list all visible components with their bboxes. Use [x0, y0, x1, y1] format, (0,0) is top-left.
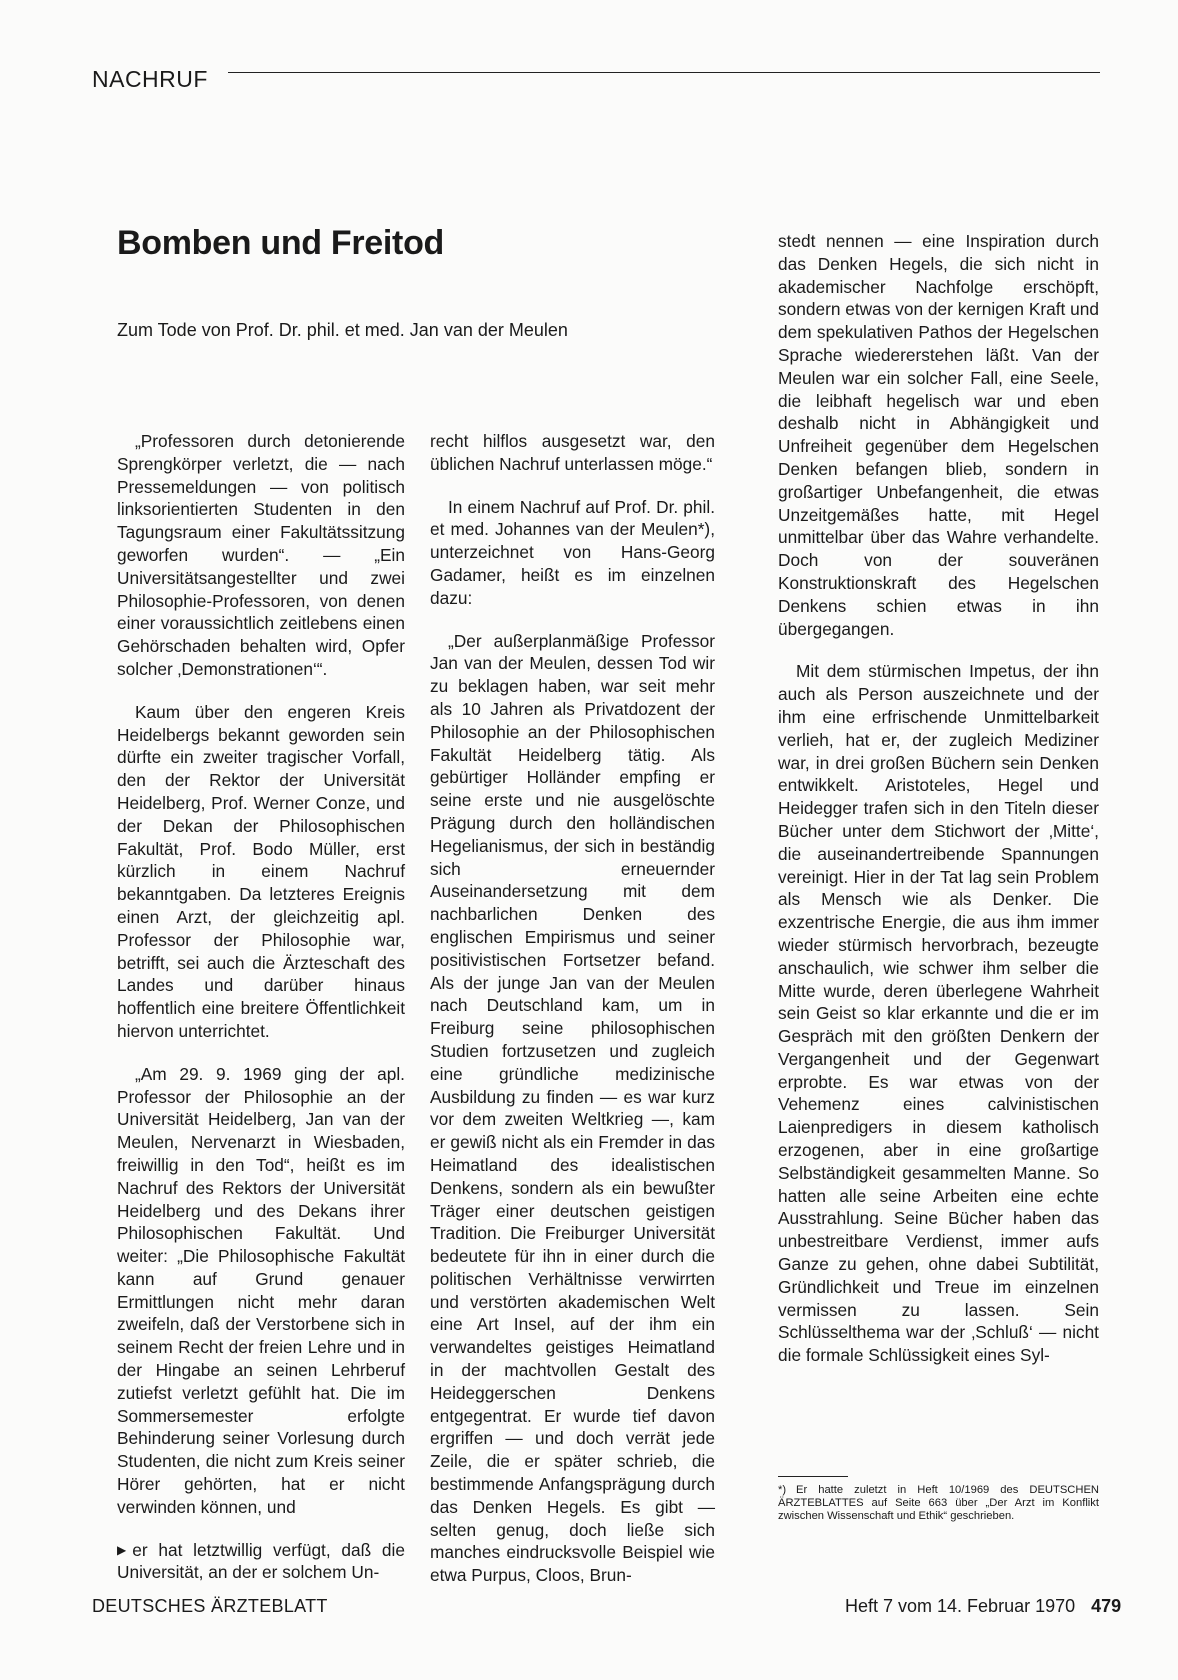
paragraph: stedt nennen — eine Inspiration durch das Denken Hegels, die sich nicht in akademischer Nachfolge erschöpft, sondern etwas von der kernigen Kraft und dem spekulativen Pathos der Hegelschen Sprache wiedererstehen läßt. Van der Meulen war ein solcher Fall, eine Seele, die leibhaft hegelisch war und eben deshalb nicht in Abhängigkeit und Unfreiheit gegenüber dem Hegelschen Denken befangen blieb, sondern in großartiger Unbefangenheit, die etwas Unzeitgemäßes hatte, mit Hegel unmittelbar über das Wahre verhandelte. Doch von der souveränen Konstruktionskraft des Hegelschen Denkens schien etwas in ihn übergegangen.: [778, 231, 1099, 639]
footnote: [778, 1484, 1099, 1524]
paragraph: Mit dem stürmischen Impetus, der ihn auch als Person auszeichnete und der ihm eine erfrischende Unmittelbarkeit verlieh, hat er, der zugleich Mediziner war, in drei großen Büchern sein Denken entwikkelt. Aristoteles, Hegel und Heidegger trafen sich in den Titeln dieser Bücher unter dem Stichwort der ‚Mitte‘, die auseinandertreibende Spannungen vereinigt. Hier in der Tat lag sein Problem als Mensch wie als Denker. Die exzentrische Energie, die aus ihm immer wieder stürmisch hervorbrach, bezeugte anschaulich, wie schwer ihm selber die Mitte wurde, deren überlegene Wahrheit sein Geist so klar erkannte und die er im Gespräch mit den größten Denkern der Vergangenheit und der Gegenwart erprobte. Es war etwas von der Vehemenz eines calvinistischen Laienpredigers in diesem katholisch erzogenen, aber in eine großartige Selbständigkeit gesammelten Manne. So hatten alle seine Arbeiten eine echte Ausstrahlung. Seine Bücher haben das unbestreitbare Verdienst, immer aufs Ganze zu gehen, ohne dabei Subtilität, Gründlichkeit und Treue im einzelnen vermissen zu lassen. Sein Schlüsselthema war der ‚Schluß‘ — nicht die formale Schlüssigkeit eines Syl-: [778, 661, 1099, 1366]
article-title: Bomben und Freitod: [117, 224, 445, 262]
footnote-mark: *): [778, 1484, 787, 1496]
section-label: NACHRUF: [92, 66, 208, 92]
paragraph: In einem Nachruf auf Prof. Dr. phil. et med. Johannes van der Meulen*), unterzeichnet von Hans-Georg Gadamer, heißt es im einzelnen dazu:: [430, 496, 715, 608]
text-column-2: [430, 430, 715, 1607]
footnote-rule: [778, 1476, 848, 1477]
paragraph: „Professoren durch detonierende Sprengkörper verletzt, die — nach Pressemeldungen — von politisch linksorientierten Studenten in den Tagungsraum einer Fakultätssitzung geworfen wurden“. — „Ein Universitätsangestellter und zwei Philosophie-Professoren, von denen einer voraussichtlich zeitlebens einen Gehörschaden behalten wird, Opfer solcher ‚Demonstrationen‘“.: [117, 431, 405, 679]
journal-name: DEUTSCHES ÄRZTEBLATT: [92, 1596, 328, 1616]
footnote-text: Er hatte zuletzt in Heft 10/1969 des DEUTSCHEN ÄRZTEBLATTES auf Seite 663 über „Der Arzt im Konflikt zwischen Wissenschaft und Ethik“ geschrieben.: [778, 1484, 1099, 1523]
issue-date: Heft 7 vom 14. Februar 1970: [845, 1596, 1076, 1616]
footer-issue: [845, 1596, 1121, 1617]
continue-arrow-icon: ▶: [117, 1542, 127, 1557]
article-subtitle: Zum Tode von Prof. Dr. phil. et med. Jan van der Meulen: [117, 320, 568, 340]
paragraph-continued: [117, 1539, 405, 1585]
paragraph: Kaum über den engeren Kreis Heidelbergs bekannt geworden sein dürfte ein zweiter tragischer Vorfall, den der Rektor der Universität Heidelberg, Prof. Werner Conze, und der Dekan der Philosophischen Fakultät, Prof. Bodo Müller, erst kürzlich in einem Nachruf bekanntgaben. Da letzteres Ereignis einen Arzt, der gleichzeitig apl. Professor der Philosophie war, betrifft, sei auch die Ärzteschaft des Landes und darüber hinaus hoffentlich eine breitere Öffentlichkeit hiervon unterrichtet.: [117, 701, 405, 1041]
paragraph: „Der außerplanmäßige Professor Jan van der Meulen, dessen Tod wir zu beklagen haben, war seit mehr als 10 Jahren als Privatdozent der Philosophie an der Philosophischen Fakultät Heidelberg tätig. Als gebürtiger Holländer empfing er seine erste und nie ausgelöschte Prägung durch den holländischen Hegelianismus, der sich in beständig sich erneuernder Auseinandersetzung mit dem nachbarlichen Denken des englischen Empirismus und seiner positivistischen Fortsetzer befand. Als der junge Jan van der Meulen nach Deutschland kam, um in Freiburg seine philosophischen Studien fortzusetzen und zugleich eine gründliche medizinische Ausbildung zu finden — es war kurz vor dem zweiten Weltkrieg —, kam er gewiß nicht als ein Fremder in das Heimatland des idealistischen Denkens, sondern als ein bewußter Träger einer deutschen geistigen Tradition. Die Freiburger Universität bedeutete für ihn in einer durch die politischen Verhältnisse verwirrten und verstörten akademischen Welt eine Art Insel, auf der ihm ein verwandeltes geistiges Heimatland in der machtvollen Gestalt des Heideggerschen Denkens entgegentrat. Er wurde tief davon ergriffen — und doch verrät jede Zeile, die er später schrieb, die bestimmende Anfangsprägung durch das Denken Hegels. Es gibt — selten genug, doch ließe sich manches eindrucksvolle Beispiel wie etwa Purpus, Cloos, Brun-: [430, 630, 715, 1586]
text-column-1: [117, 430, 405, 1604]
paragraph: „Am 29. 9. 1969 ging der apl. Professor der Philosophie an der Universität Heidelberg, Jan van der Meulen, Nervenarzt in Wiesbaden, freiwillig in den Tod“, heißt es im Nachruf des Rektors der Universität Heidelberg und des Dekans ihrer Philosophischen Fakultät. Und weiter: „Die Philosophische Fakultät kann auf Grund genauer Ermittlungen nicht mehr daran zweifeln, daß der Verstorbene sich in seinem Recht der freien Lehre und in der Hingabe an seinen Lehrberuf zutiefst verletzt gefühlt hat. Die im Sommersemester erfolgte Behinderung seiner Vorlesung durch Studenten, die nicht zum Kreis seiner Hörer gehörten, hat er nicht verwinden können, und: [117, 1063, 405, 1517]
section-rule: [228, 72, 1100, 73]
paragraph-text: er hat letztwillig verfügt, daß die Universität, an der er solchem Un-: [117, 1539, 405, 1583]
text-column-3: [778, 230, 1099, 1387]
page-number: 479: [1091, 1596, 1122, 1616]
paragraph: recht hilflos ausgesetzt war, den üblichen Nachruf unterlassen möge.“: [430, 431, 715, 474]
